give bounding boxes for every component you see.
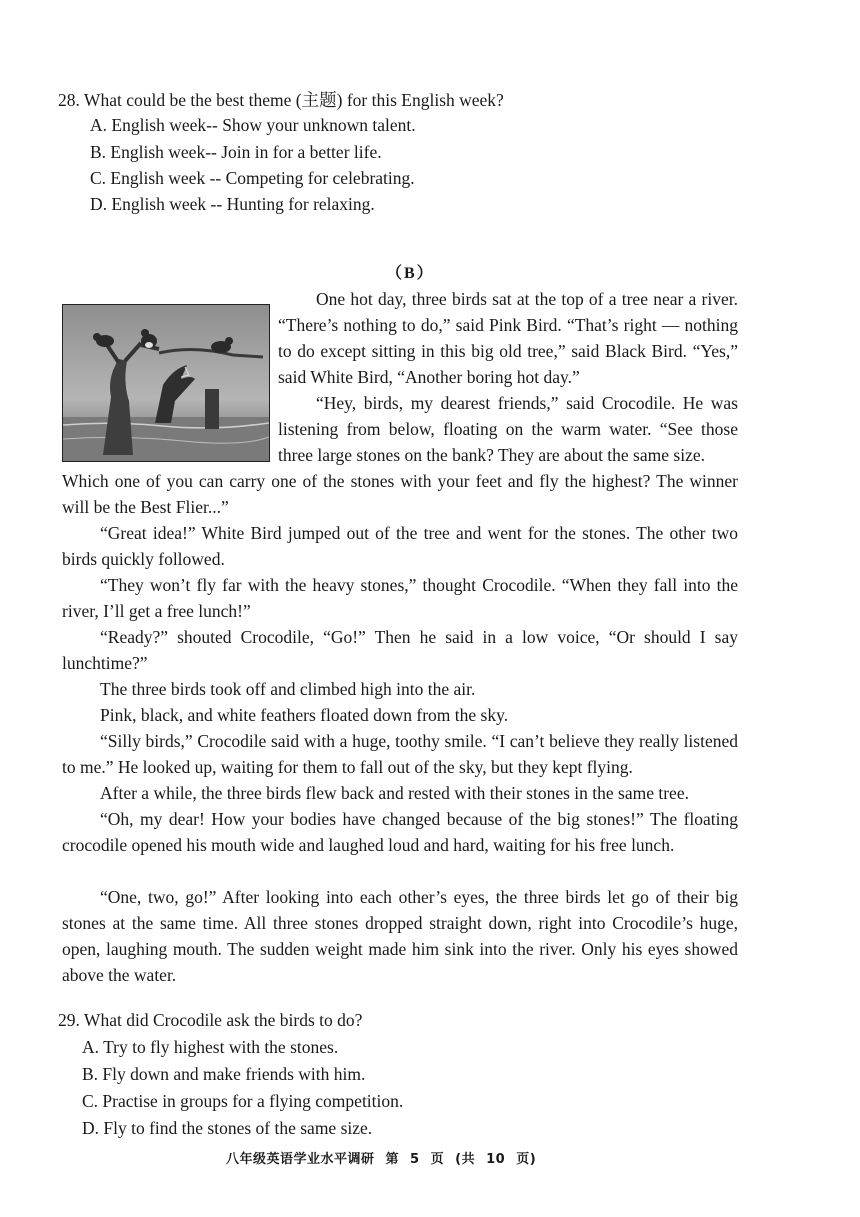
section-label: （B） [386, 265, 435, 282]
passage-paragraph-11: “One, two, go!” After looking into each other’s eyes, the three birds let go of their big stones at the same time. All three stones dropped straight down, right into Crocodile’s huge, open, laughing mouth. The sudden weight made him sink into the river. Only his eyes showed above the water. [62, 887, 738, 985]
q29-option-d: D. Fly to find the stones of the same size. [82, 1118, 373, 1138]
passage-paragraph-2b: Which one of you can carry one of the stones with your feet and fly the highest? The winner will be the Best Flier...” [62, 471, 738, 517]
q29-option-c: C. Practise in groups for a flying competition. [82, 1091, 404, 1111]
passage-paragraph-1: One hot day, three birds sat at the top of a tree near a river. “There’s nothing to do,” said Pink Bird. “That’s right — nothing to do except sitting in this big old tree,” said Black Bird. “Yes,” said White Bird, “Another boring hot day.” [278, 289, 738, 387]
q28-stem: 28. What could be the best theme (主题) for this English week? [58, 90, 504, 110]
passage-paragraph-7: Pink, black, and white feathers floated down from the sky. [100, 705, 509, 725]
birds-crocodile-illustration [62, 304, 270, 462]
passage-paragraph-4: “They won’t fly far with the heavy stones,” thought Crocodile. “When they fall into the river, I’ll get a free lunch!” [62, 575, 738, 621]
q29-stem: 29. What did Crocodile ask the birds to do? [58, 1010, 363, 1030]
q28-option-a: A. English week-- Show your unknown talent. [90, 115, 416, 135]
passage-paragraph-10: “Oh, my dear! How your bodies have changed because of the big stones!” The floating crocodile opened his mouth wide and laughed loud and hard, waiting for his free lunch. [62, 809, 738, 855]
q29-option-a: A. Try to fly highest with the stones. [82, 1037, 339, 1057]
page-footer: 八年级英语学业水平调研 第 5 页 (共 10 页) [226, 1152, 537, 1167]
passage-paragraph-5: “Ready?” shouted Crocodile, “Go!” Then he said in a low voice, “Or should I say lunchtime?” [62, 627, 738, 673]
passage-paragraph-2a: “Hey, birds, my dearest friends,” said Crocodile. He was listening from below, floating on the warm water. “See those three large stones on the bank? They are about the same size. [278, 393, 738, 465]
passage-paragraph-6: The three birds took off and climbed high into the air. [100, 679, 476, 699]
q28-option-d: D. English week -- Hunting for relaxing. [90, 194, 375, 214]
q28-option-c: C. English week -- Competing for celebrating. [90, 168, 415, 188]
passage-paragraph-8: “Silly birds,” Crocodile said with a huge, toothy smile. “I can’t believe they really listened to me.” He looked up, waiting for them to fall out of the sky, but they kept flying. [62, 731, 738, 777]
q29-option-b: B. Fly down and make friends with him. [82, 1064, 366, 1084]
q28-option-b: B. English week-- Join in for a better life. [90, 142, 382, 162]
passage-paragraph-3: “Great idea!” White Bird jumped out of the tree and went for the stones. The other two birds quickly followed. [62, 523, 738, 569]
passage-paragraph-9: After a while, the three birds flew back and rested with their stones in the same tree. [100, 783, 689, 803]
